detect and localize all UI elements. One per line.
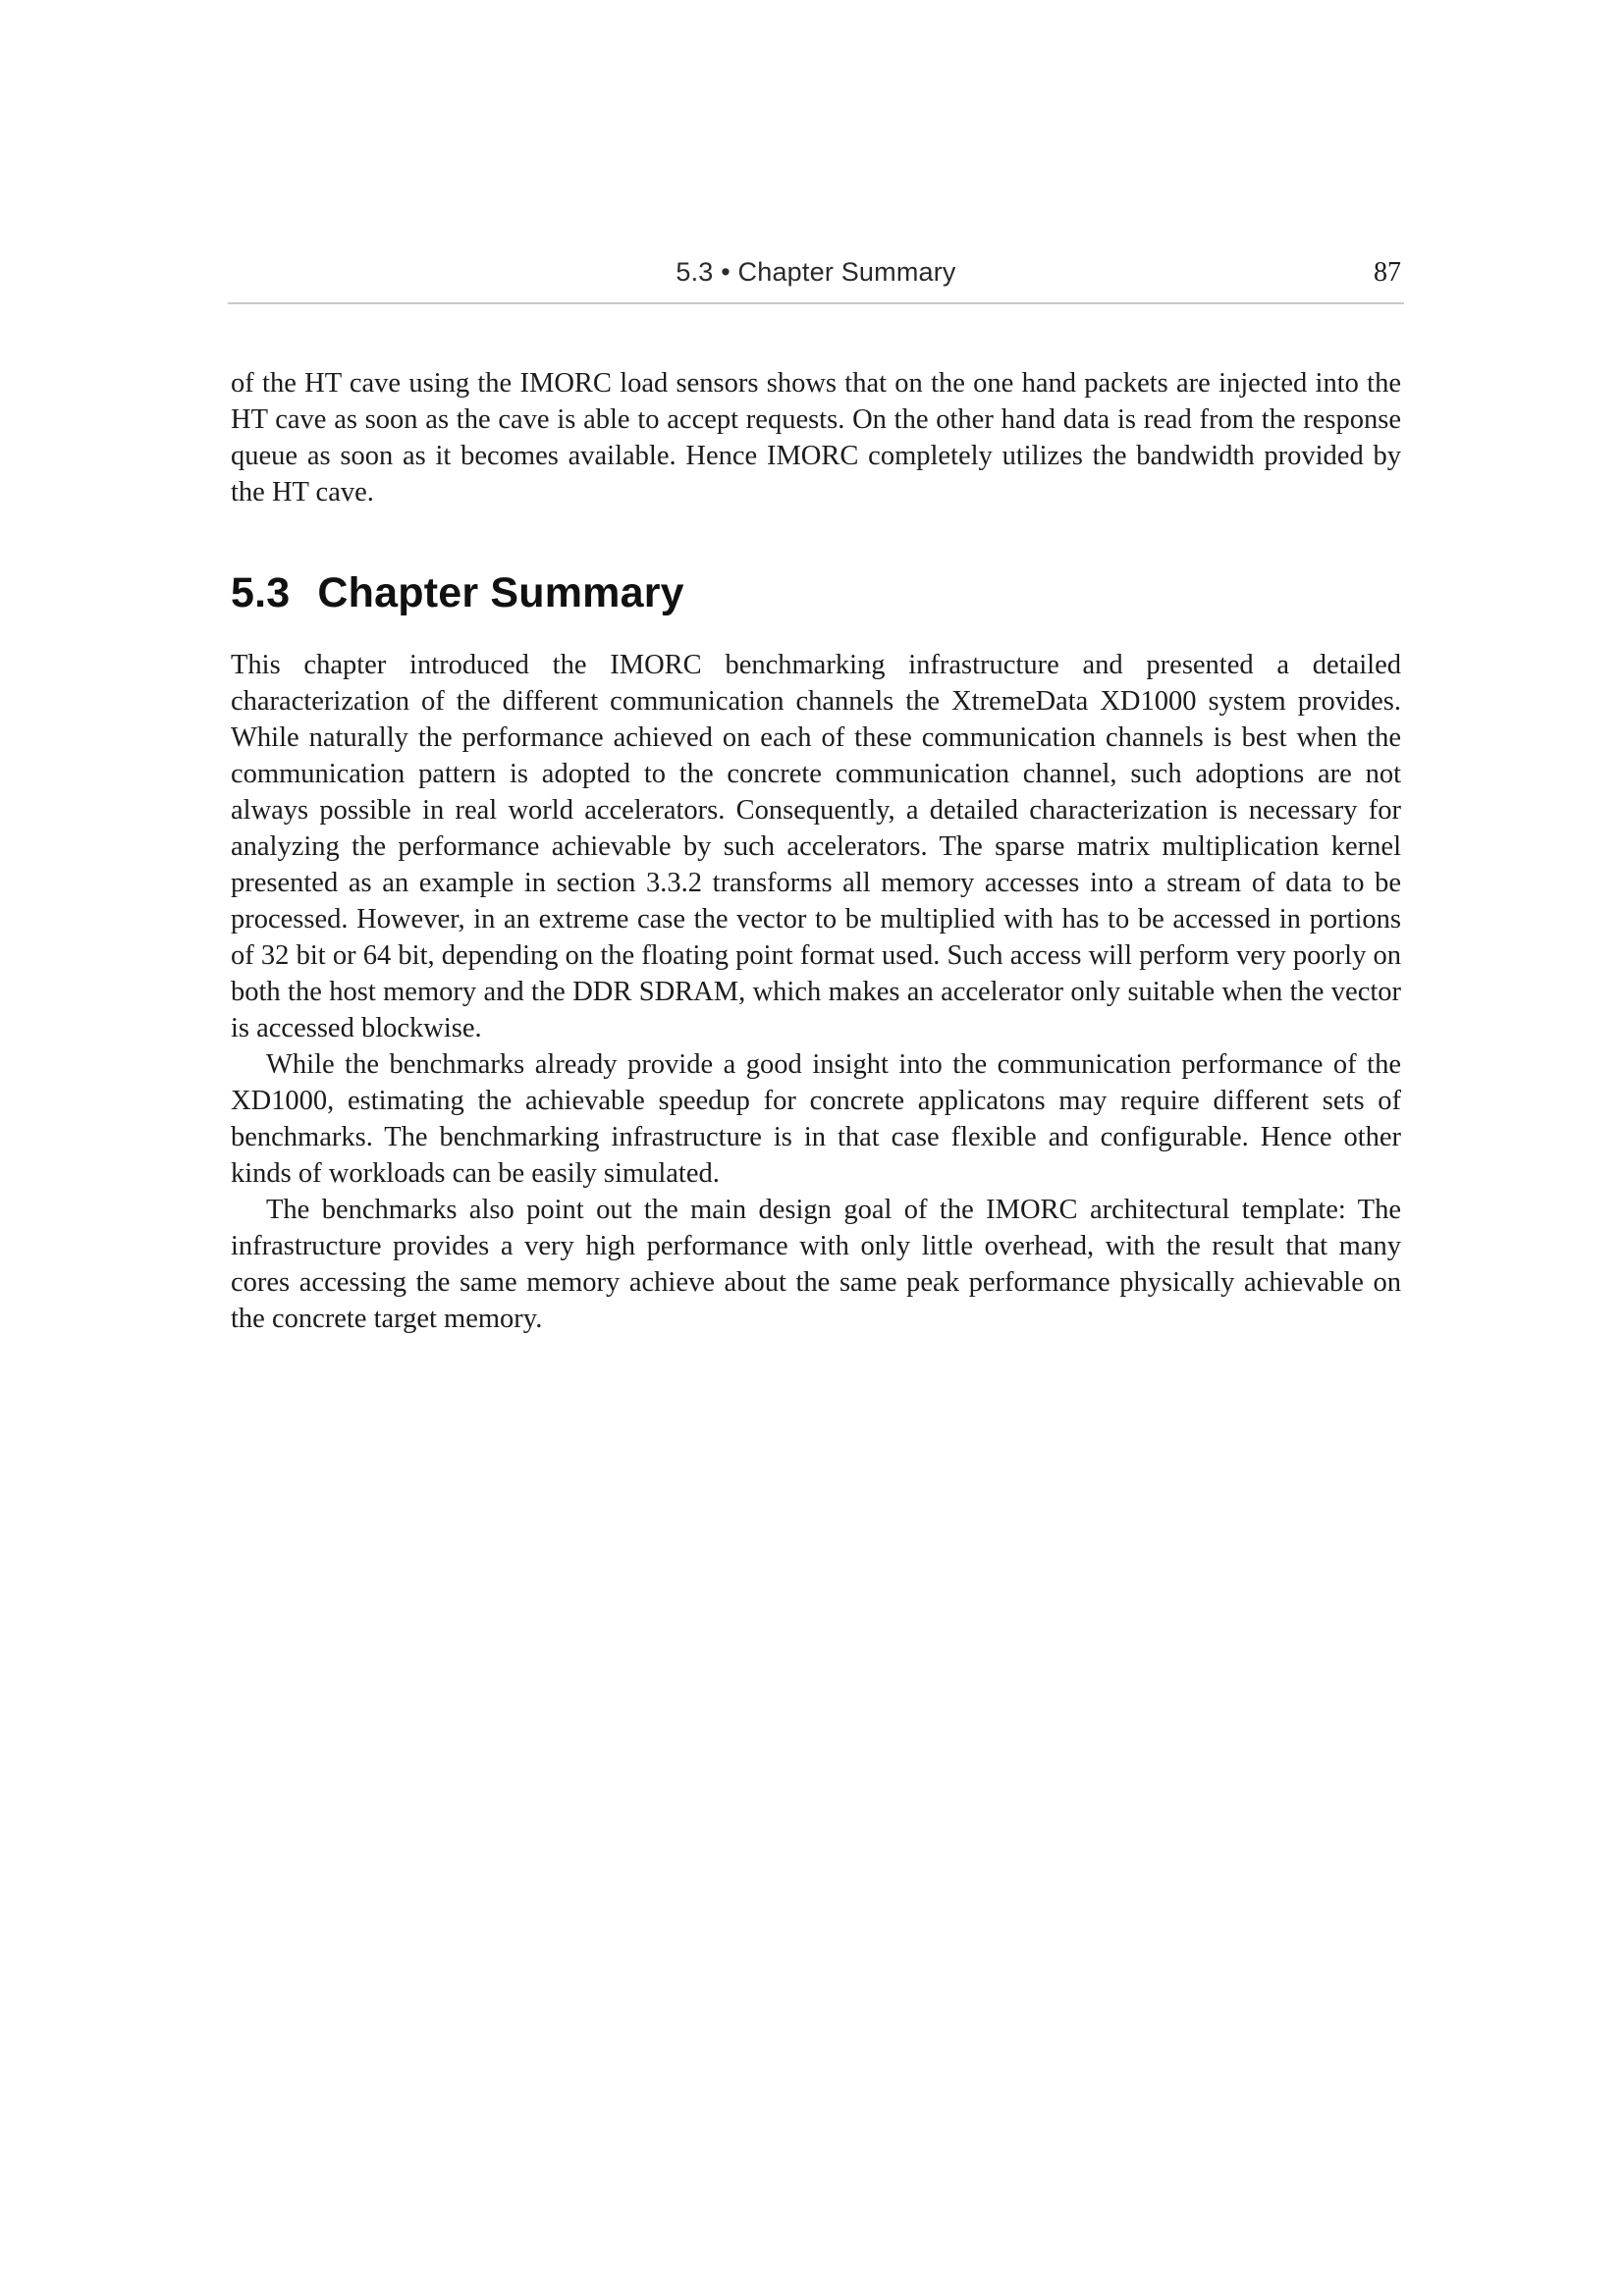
running-head-title: 5.3 • Chapter Summary (676, 257, 956, 287)
running-head (231, 257, 1401, 293)
page-number: 87 (1374, 257, 1401, 288)
body-paragraph: The benchmarks also point out the main design goal of the IMORC architectural template: The infrastructure provides a very high performance with only little overhead, with the result that many cores accessing the same memory achieve about the same peak performance physically achievable on the concrete target memory. (231, 1195, 1401, 1334)
body-paragraph: This chapter introduced the IMORC benchmarking infrastructure and presented a detailed characterization of the different communication channels the XtremeData XD1000 system provides. While naturally the performance achieved on each of these communication channels is best when the communication pattern is adopted to the concrete communication channel, such adoptions are not always possible in real world accelerators. Consequently, a detailed characterization is necessary for analyzing the performance achievable by such accelerators. The sparse matrix multiplication kernel presented as an example in section 3.3.2 transforms all memory accesses into a stream of data to be processed. However, in an extreme case the vector to be multiplied with has to be accessed in portions of 32 bit or 64 bit, depending on the floating point format used. Such access will perform very poorly on both the host memory and the DDR SDRAM, which makes an accelerator only suitable when the vector is accessed blockwise. (231, 650, 1401, 1043)
text-block (231, 365, 1401, 1337)
intro-paragraph: of the HT cave using the IMORC load sensors shows that on the one hand packets are injected into the HT cave as soon as the cave is able to accept requests. On the other hand data is read from the response queue as soon as it becomes available. Hence IMORC completely utilizes the bandwidth provided by the HT cave. (231, 368, 1401, 507)
body-paragraph: While the benchmarks already provide a good insight into the communication performance of the XD1000, estimating the achievable speedup for concrete applicatons may require different sets of benchmarks. The benchmarking infrastructure is in that case flexible and configurable. Hence other kinds of workloads can be easily simulated. (231, 1049, 1401, 1189)
section-number: 5.3 (231, 569, 291, 616)
section-heading (231, 569, 1401, 616)
header-rule (228, 302, 1404, 304)
section-title: Chapter Summary (317, 569, 684, 616)
